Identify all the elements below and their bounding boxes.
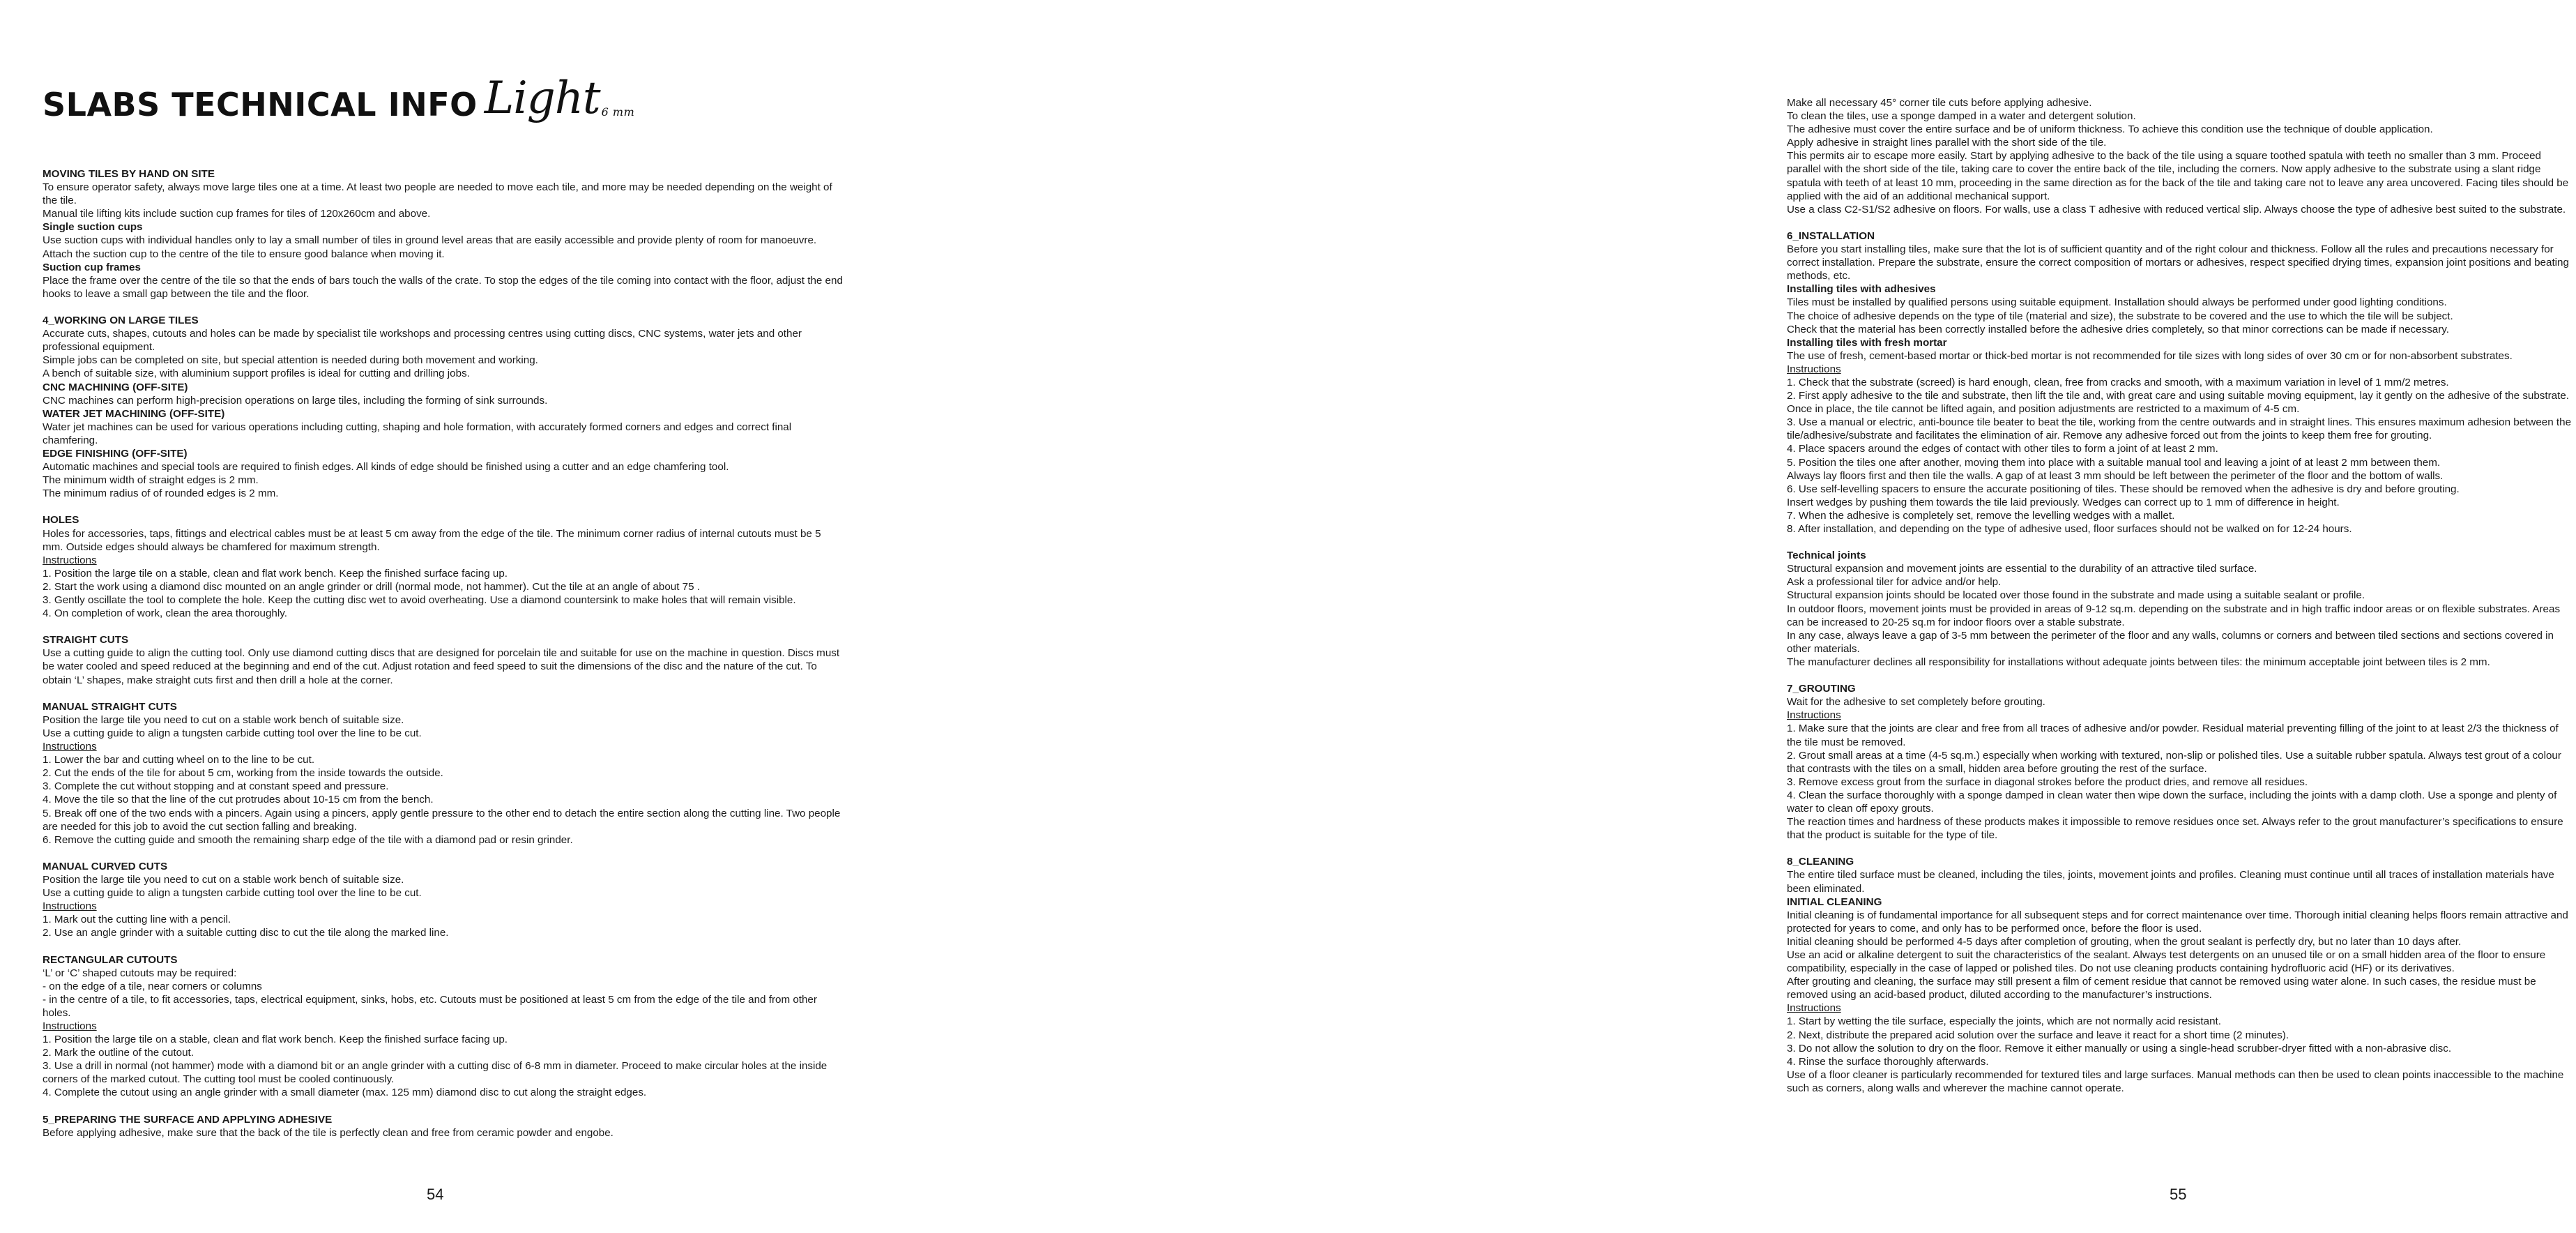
body-paragraph: 4. Clean the surface thoroughly with a sponge damped in clean water then wipe down the surface, including the joints with a damp cloth. Use a sponge and plenty of water to clean off epoxy grouts.: [1787, 789, 2557, 815]
body-paragraph: Position the large tile you need to cut on a stable work bench of suitable size.: [43, 713, 404, 726]
body-paragraph: 3. Complete the cut without stopping and at constant speed and pressure.: [43, 780, 389, 793]
body-paragraph: 4. Complete the cutout using an angle grinder with a small diameter (max. 125 mm) diamond disc to cut along the straight edges.: [43, 1087, 647, 1099]
body-paragraph: 4. Rinse the surface thoroughly afterwards.: [1787, 1055, 1989, 1068]
body-paragraph: 5. Break off one of the two ends with a pincers. Again using a pincers, apply gentle pressure to the other end to detach the entire section along the cutting line. Two people are needed for this job to avoid the cut section falling and breaking.: [43, 807, 841, 833]
body-paragraph: The use of fresh, cement-based mortar or thick-bed mortar is not recommended for tile sizes with long sides of over 30 cm or for non-absorbent substrates.: [1787, 349, 2513, 362]
body-paragraph: 8. After installation, and depending on the type of adhesive used, floor surfaces should not be walked on for 12-24 hours.: [1787, 523, 2352, 535]
body-paragraph: Use a class C2-S1/S2 adhesive on floors. For walls, use a class T adhesive with reduced vertical slip. Always choose the type of adhesive best suited to the substrate.: [1787, 203, 2566, 215]
paragraph-spacer: [43, 500, 844, 513]
section-heading: Suction cup frames: [43, 261, 141, 273]
paragraph-spacer: [1787, 216, 2576, 229]
body-paragraph: 1. Check that the substrate (screed) is hard enough, clean, free from cracks and smooth, with a maximum variation in level of 1 mm/2 metres.: [1787, 376, 2449, 388]
body-paragraph: 1. Lower the bar and cutting wheel on to the line to be cut.: [43, 754, 315, 766]
paragraph-spacer: [43, 939, 844, 953]
instructions-label: Instructions: [43, 554, 97, 566]
section-heading: HOLES: [43, 514, 79, 527]
paragraph-spacer: [43, 301, 844, 314]
body-paragraph: 2. Start the work using a diamond disc mounted on an angle grinder or drill (normal mode, not hammer). Cut the tile at an angle of about 75 .: [43, 580, 700, 593]
body-paragraph: 4. Move the tile so that the line of the cut protrudes about 10-15 cm from the bench.: [43, 794, 434, 806]
body-paragraph: The minimum radius of of rounded edges is 2 mm.: [43, 487, 279, 500]
body-paragraph: Water jet machines can be used for various operations including cutting, shaping and hole formation, with accurately formed corners and edges and correct final chamfering.: [43, 421, 792, 446]
body-paragraph: 6. Remove the cutting guide and smooth the remaining sharp edge of the tile with a diamond pad or resin grinder.: [43, 833, 573, 846]
body-paragraph: Use a cutting guide to align a tungsten carbide cutting tool over the line to be cut.: [43, 887, 422, 900]
body-paragraph: - on the edge of a tile, near corners or columns: [43, 980, 262, 992]
body-paragraph: Use a cutting guide to align the cutting tool. Only use diamond cutting discs that are designed for porcelain tile and suitable for use on the machine in question. Discs must be water cooled and speed reduced at the beginning and end of the cut. Adjust rotation and feed speed to suit the dimensions of the disc and the nature of the cut. To obtain ‘L’ shapes, make straight cuts first and then drill a hole at the corner.: [43, 647, 840, 686]
body-paragraph: Make all necessary 45° corner tile cuts before applying adhesive.: [1787, 97, 2092, 109]
body-paragraph: Before you start installing tiles, make sure that the lot is of sufficient quantity and of the right colour and thickness. Follow all the rules and precautions necessary for correct installation. Prepare the substrate, ensure the correct composition of mortars or adhesives, respect specified drying times, expansion joint positions and beating methods, etc.: [1787, 243, 2569, 282]
left-text-column: [43, 167, 844, 1140]
title-script: Light: [484, 73, 600, 124]
body-paragraph: Structural expansion and movement joints are essential to the durability of an attractive tiled surface.: [1787, 563, 2257, 575]
body-paragraph: CNC machines can perform high-precision operations on large tiles, including the forming of sink surrounds.: [43, 394, 548, 407]
section-heading: WATER JET MACHINING (OFF-SITE): [43, 407, 225, 420]
body-paragraph: 2. Mark the outline of the cutout.: [43, 1047, 194, 1059]
paragraph-spacer: [1787, 536, 2576, 549]
body-paragraph: Automatic machines and special tools are required to finish edges. All kinds of edge should be finished using a cutter and an edge chamfering tool.: [43, 461, 729, 474]
section-heading: STRAIGHT CUTS: [43, 634, 129, 646]
section-heading: 8_CLEANING: [1787, 856, 1854, 868]
body-paragraph: 5. Position the tiles one after another, moving them into place with a suitable manual tool and leaving a joint of at least 2 mm between them.: [1787, 456, 2441, 469]
body-paragraph: The choice of adhesive depends on the type of tile (material and size), the substrate to be covered and the use to which the tile will be subject.: [1787, 310, 2453, 322]
body-paragraph: 6. Use self-levelling spacers to ensure the accurate positioning of tiles. These should be removed when the adhesive is dry and before grouting.: [1787, 483, 2460, 495]
body-paragraph: - in the centre of a tile, to fit accessories, taps, electrical equipment, sinks, hobs, etc. Cutouts must be positioned at least 5 cm from the edge of the tile and from other holes.: [43, 993, 817, 1019]
body-paragraph: Use suction cups with individual handles only to lay a small number of tiles in ground level areas that are easily accessible and provide plenty of room for manoeuvre. Attach the suction cup to the centre of the tile to ensure good balance when moving it.: [43, 234, 817, 260]
body-paragraph: The reaction times and hardness of these products makes it impossible to remove residues once set. Always refer to the grout manufacturer’s specifications to ensure that the product is suitable for the type of tile.: [1787, 816, 2563, 842]
body-paragraph: 2. Use an angle grinder with a suitable cutting disc to cut the tile along the marked line.: [43, 927, 449, 939]
body-paragraph: 2. Cut the ends of the tile for about 5 cm, working from the inside towards the outside.: [43, 767, 443, 780]
body-paragraph: 4. Place spacers around the edges of contact with other tiles to form a joint of at least 2 mm.: [1787, 443, 2218, 455]
page-number-right: 55: [2170, 1186, 2187, 1203]
body-paragraph: Place the frame over the centre of the tile so that the ends of bars touch the walls of the crate. To stop the edges of the tile coming into contact with the floor, adjust the end hooks to leave a small gap between the tile and the floor.: [43, 274, 843, 300]
body-paragraph: Check that the material has been correctly installed before the adhesive dries completely, so that minor corrections can be made if necessary.: [1787, 323, 2449, 335]
body-paragraph: 3. Use a drill in normal (not hammer) mode with a diamond bit or an angle grinder with a cutting disc of 6-8 mm in diameter. Proceed to make circular holes at the inside corners of the marked cutout. The cutting tool must be cooled continuously.: [43, 1060, 828, 1086]
section-heading: 4_WORKING ON LARGE TILES: [43, 315, 199, 327]
body-paragraph: Position the large tile you need to cut on a stable work bench of suitable size.: [43, 873, 404, 886]
body-paragraph: Use an acid or alkaline detergent to suit the characteristics of the sealant. Always test detergents on an unused tile or on a small hidden area of the floor to ensure compatibility, especially in the case of lapped or polished tiles. Do not use cleaning products containing hydrofluoric acid (HF) or its derivatives.: [1787, 949, 2546, 975]
body-paragraph: Simple jobs can be completed on site, but special attention is needed during both movement and working.: [43, 354, 538, 367]
paragraph-spacer: [43, 687, 844, 700]
body-paragraph: Tiles must be installed by qualified persons using suitable equipment. Installation should always be performed under good lighting conditions.: [1787, 296, 2447, 309]
body-paragraph: Use of a floor cleaner is particularly recommended for textured tiles and large surfaces. Manual methods can then be used to clean points inaccessible to the machine such as corners, along walls and wherever the machine cannot operate.: [1787, 1068, 2564, 1094]
section-heading: 7_GROUTING: [1787, 683, 1856, 695]
body-paragraph: A bench of suitable size, with aluminium support profiles is ideal for cutting and drilling jobs.: [43, 368, 470, 380]
right-text-column: [1787, 96, 2576, 1095]
body-paragraph: Structural expansion joints should be located over those found in the substrate and made using a suitable sealant or profile.: [1787, 589, 2365, 602]
body-paragraph: 1. Position the large tile on a stable, clean and flat work bench. Keep the finished surface facing up.: [43, 567, 508, 580]
instructions-label: Instructions: [1787, 363, 1841, 375]
body-paragraph: In outdoor floors, movement joints must be provided in areas of 9-12 sq.m. depending on the substrate and in high traffic indoor areas or on flexible substrates. Areas can be increased to 20-25 sq.m for indoor floors over a stable substrate.: [1787, 603, 2561, 628]
body-paragraph: Manual tile lifting kits include suction cup frames for tiles of 120x260cm and above.: [43, 208, 431, 220]
body-paragraph: 2. Grout small areas at a time (4-5 sq.m.) especially when working with textured, non-slip or polished tiles. Use a suitable rubber spatula. Always test grout of a colour that contrasts with the tiles on a small, hidden area before grouting the rest of the surface.: [1787, 749, 2561, 775]
body-paragraph: Initial cleaning should be performed 4-5 days after completion of grouting, when the grout sealant is perfectly dry, but no later than 10 days after.: [1787, 935, 2462, 948]
body-paragraph: 3. Do not allow the solution to dry on the floor. Remove it either manually or using a single-head scrubber-dryer fitted with a non-abrasive disc.: [1787, 1042, 2452, 1054]
body-paragraph: After grouting and cleaning, the surface may still present a film of cement residue that cannot be removed using water alone. In such cases, the residue must be removed using an acid-based product, diluted according to the manufacturer’s instructions.: [1787, 976, 2536, 1001]
body-paragraph: ‘L’ or ‘C’ shaped cutouts may be required:: [43, 967, 237, 979]
body-paragraph: 4. On completion of work, clean the area thoroughly.: [43, 607, 287, 620]
body-paragraph: Apply adhesive in straight lines parallel with the short side of the tile.: [1787, 137, 2107, 149]
instructions-label: Instructions: [43, 1020, 97, 1032]
title-main: SLABS TECHNICAL INFO: [43, 86, 478, 123]
body-paragraph: In any case, always leave a gap of 3-5 mm between the perimeter of the floor and any walls, columns or corners and between tiled sections and sections covered in other materials.: [1787, 629, 2554, 655]
body-paragraph: Holes for accessories, taps, fittings and electrical cables must be at least 5 cm away from the edge of the tile. The minimum corner radius of internal cutouts must be 5 mm. Outside edges should always be chamfered for maximum strength.: [43, 527, 821, 553]
section-heading: 6_INSTALLATION: [1787, 229, 1875, 242]
body-paragraph: Always lay floors first and then tile the walls. A gap of at least 3 mm should be left between the perimeter of the floor and the bottom of walls.: [1787, 469, 2444, 482]
page-number-left: 54: [427, 1186, 444, 1203]
body-paragraph: The adhesive must cover the entire surface and be of uniform thickness. To achieve this condition use the technique of double application.: [1787, 123, 2433, 136]
section-heading: EDGE FINISHING (OFF-SITE): [43, 447, 188, 460]
paragraph-spacer: [43, 620, 844, 633]
section-heading: 5_PREPARING THE SURFACE AND APPLYING ADHESIVE: [43, 1113, 333, 1126]
body-paragraph: To clean the tiles, use a sponge damped in a water and detergent solution.: [1787, 110, 2136, 123]
paragraph-spacer: [1787, 842, 2576, 855]
body-paragraph: The entire tiled surface must be cleaned, including the tiles, joints, movement joints and profiles. Cleaning must continue until all traces of installation materials have been eliminated.: [1787, 869, 2554, 895]
instructions-label: Instructions: [43, 900, 97, 913]
section-heading: Installing tiles with fresh mortar: [1787, 336, 1947, 349]
body-paragraph: 2. First apply adhesive to the tile and substrate, then lift the tile and, with great care and using suitable moving equipment, lay it gently on the adhesive of the substrate. Once in place, the tile cannot be lifted again, and position adjustments are restricted to a maximum of 4-5 cm.: [1787, 390, 2570, 416]
body-paragraph: Initial cleaning is of fundamental importance for all subsequent steps and for correct maintenance over time. Thorough initial cleaning helps floors remain attractive and protected for years to come, and only has to be performed once, before the floor is used.: [1787, 909, 2568, 935]
body-paragraph: Use a cutting guide to align a tungsten carbide cutting tool over the line to be cut.: [43, 727, 422, 739]
page-left: [0, 0, 871, 1233]
body-paragraph: Insert wedges by pushing them towards the tile laid previously. Wedges can correct up to 1 mm of difference in height.: [1787, 496, 2340, 508]
body-paragraph: 1. Position the large tile on a stable, clean and flat work bench. Keep the finished surface facing up.: [43, 1034, 508, 1046]
body-paragraph: The minimum width of straight edges is 2 mm.: [43, 474, 259, 487]
body-paragraph: Accurate cuts, shapes, cutouts and holes can be made by specialist tile workshops and processing centres using cutting discs, CNC systems, water jets and other professional equipment.: [43, 328, 802, 354]
body-paragraph: Wait for the adhesive to set completely before grouting.: [1787, 696, 2045, 709]
instructions-label: Instructions: [1787, 709, 1841, 722]
title-sub: 6 mm: [601, 105, 635, 119]
body-paragraph: 1. Start by wetting the tile surface, especially the joints, which are not normally acid resistant.: [1787, 1015, 2221, 1028]
page-title: [43, 75, 634, 127]
page-right: [871, 0, 2572, 1233]
instructions-label: Instructions: [43, 741, 97, 753]
body-paragraph: 3. Gently oscillate the tool to complete the hole. Keep the cutting disc wet to avoid overheating. Use a diamond countersink to make holes that will remain visible.: [43, 594, 796, 606]
paragraph-spacer: [43, 1100, 844, 1113]
body-paragraph: 3. Use a manual or electric, anti-bounce tile beater to beat the tile, working from the centre outwards and in straight lines. This ensures maximum adhesion between the tile/adhesive/substrate and facilitates the elimination of air. Remove any adhesive forced out from the joints to keep them free for grouting.: [1787, 416, 2572, 442]
body-paragraph: 2. Next, distribute the prepared acid solution over the surface and leave it react for a short time (2 minutes).: [1787, 1029, 2289, 1041]
body-paragraph: 3. Remove excess grout from the surface in diagonal strokes before the product dries, and remove all residues.: [1787, 776, 2308, 788]
body-paragraph: Ask a professional tiler for advice and/or help.: [1787, 576, 2002, 589]
paragraph-spacer: [43, 847, 844, 860]
section-heading: Single suction cups: [43, 221, 143, 234]
body-paragraph: 7. When the adhesive is completely set, remove the levelling wedges with a mallet.: [1787, 509, 2175, 522]
body-paragraph: Before applying adhesive, make sure that the back of the tile is perfectly clean and free from ceramic powder and engobe.: [43, 1126, 613, 1139]
body-paragraph: 1. Mark out the cutting line with a pencil.: [43, 914, 231, 926]
body-paragraph: This permits air to escape more easily. Start by applying adhesive to the back of the tile using a square toothed spatula with teeth no smaller than 3 mm. Proceed parallel with the short side of the tile, taking care to cover the entire back of the tile, including the corners. Now apply adhesive to the substrate using a slant ridge spatula with teeth of at least 10 mm, proceeding in the same direction as for the back of the tile and taking care not to leave any area uncovered. Facing tiles should be applied with the aid of an additional mechanical support.: [1787, 150, 2569, 202]
paragraph-spacer: [1787, 669, 2576, 682]
section-heading: Installing tiles with adhesives: [1787, 283, 1936, 296]
section-heading: MANUAL CURVED CUTS: [43, 860, 168, 872]
body-paragraph: The manufacturer declines all responsibility for installations without adequate joints between tiles: the minimum acceptable joint between tiles is 2 mm.: [1787, 656, 2490, 668]
section-heading: RECTANGULAR CUTOUTS: [43, 953, 178, 966]
section-heading: Technical joints: [1787, 550, 1866, 562]
section-heading: CNC MACHINING (OFF-SITE): [43, 381, 188, 393]
section-heading: MOVING TILES BY HAND ON SITE: [43, 168, 215, 180]
body-paragraph: 1. Make sure that the joints are clear and free from all traces of adhesive and/or powder. Residual material preventing filling of the joint to at least 2/3 the thickness of the tile must be removed.: [1787, 723, 2559, 748]
body-paragraph: To ensure operator safety, always move large tiles one at a time. At least two people are needed to move each tile, and more may be needed depending on the weight of the tile.: [43, 181, 832, 207]
section-heading: MANUAL STRAIGHT CUTS: [43, 700, 177, 713]
section-heading: INITIAL CLEANING: [1787, 895, 1882, 908]
instructions-label: Instructions: [1787, 1002, 1841, 1015]
